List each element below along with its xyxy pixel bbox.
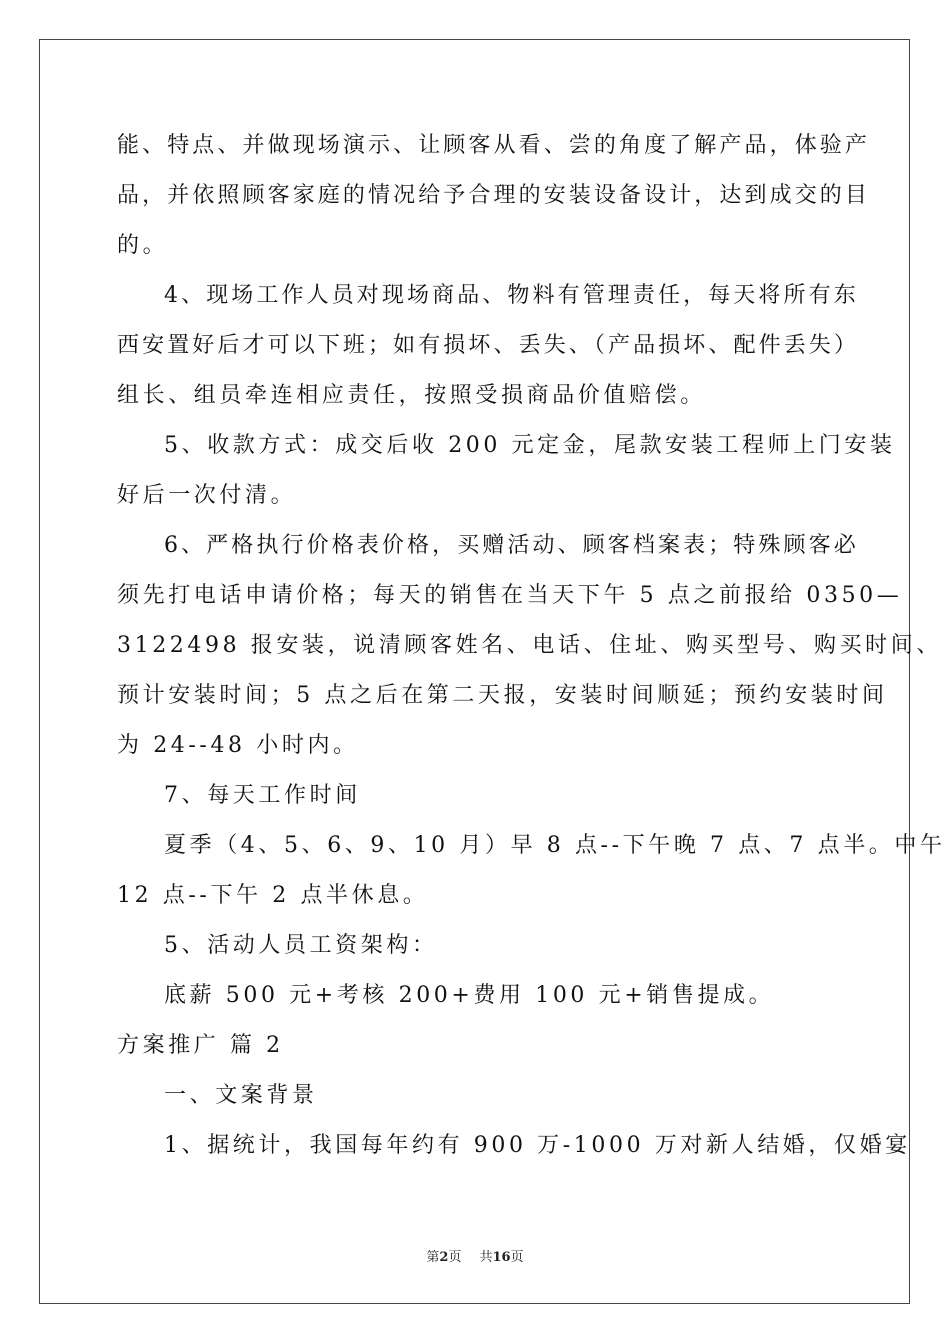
page-footer bbox=[0, 1246, 950, 1265]
total-label-prefix: 共 bbox=[479, 1250, 493, 1265]
paragraph-line: 7、每天工作时间 bbox=[164, 783, 361, 808]
paragraph-line: 须先打电话申请价格；每天的销售在当天下午 5 点之前报给 0350— bbox=[117, 583, 903, 608]
paragraph-line: 1、据统计，我国每年约有 900 万-1000 万对新人结婚，仅婚宴 bbox=[164, 1133, 911, 1158]
paragraph-line: 的。 bbox=[117, 233, 169, 258]
paragraph-line: 好后一次付清。 bbox=[117, 483, 297, 508]
paragraph-line: 西安置好后才可以下班；如有损坏、丢失、（产品损坏、配件丢失） bbox=[117, 333, 860, 358]
current-page-number: 2 bbox=[439, 1250, 449, 1265]
paragraph-line: 12 点--下午 2 点半休息。 bbox=[117, 883, 429, 908]
subsection-heading: 一、文案背景 bbox=[164, 1083, 318, 1108]
paragraph-line: 夏季（4、5、6、9、10 月）早 8 点--下午晚 7 点、7 点半。中午 bbox=[164, 833, 946, 858]
total-page-number: 16 bbox=[492, 1250, 511, 1265]
paragraph-line: 能、特点、并做现场演示、让顾客从看、尝的角度了解产品，体验产 bbox=[117, 133, 871, 158]
paragraph-line: 6、严格执行价格表价格，买赠活动、顾客档案表；特殊顾客必 bbox=[164, 533, 859, 558]
paragraph-line: 品，并依照顾客家庭的情况给予合理的安装设备设计，达到成交的目 bbox=[117, 183, 871, 208]
paragraph-line: 组长、组员牵连相应责任，按照受损商品价值赔偿。 bbox=[117, 383, 706, 408]
paragraph-line: 4、现场工作人员对现场商品、物料有管理责任，每天将所有东 bbox=[164, 283, 859, 308]
paragraph-line: 3122498 报安装，说清顾客姓名、电话、住址、购买型号、购买时间、 bbox=[117, 633, 942, 658]
paragraph-line: 5、收款方式：成交后收 200 元定金，尾款安装工程师上门安装 bbox=[164, 433, 896, 458]
document-body bbox=[117, 121, 946, 1171]
total-label-suffix: 页 bbox=[510, 1250, 524, 1265]
paragraph-line: 预计安装时间；5 点之后在第二天报，安装时间顺延；预约安装时间 bbox=[117, 683, 888, 708]
page-label-suffix: 页 bbox=[448, 1250, 462, 1265]
paragraph-line: 底薪 500 元+考核 200+费用 100 元+销售提成。 bbox=[164, 983, 775, 1008]
paragraph-line: 为 24--48 小时内。 bbox=[117, 733, 359, 758]
section-heading: 方案推广 篇 2 bbox=[117, 1033, 284, 1058]
paragraph-line: 5、活动人员工资架构： bbox=[164, 933, 438, 958]
page-label-prefix: 第 bbox=[426, 1250, 440, 1265]
